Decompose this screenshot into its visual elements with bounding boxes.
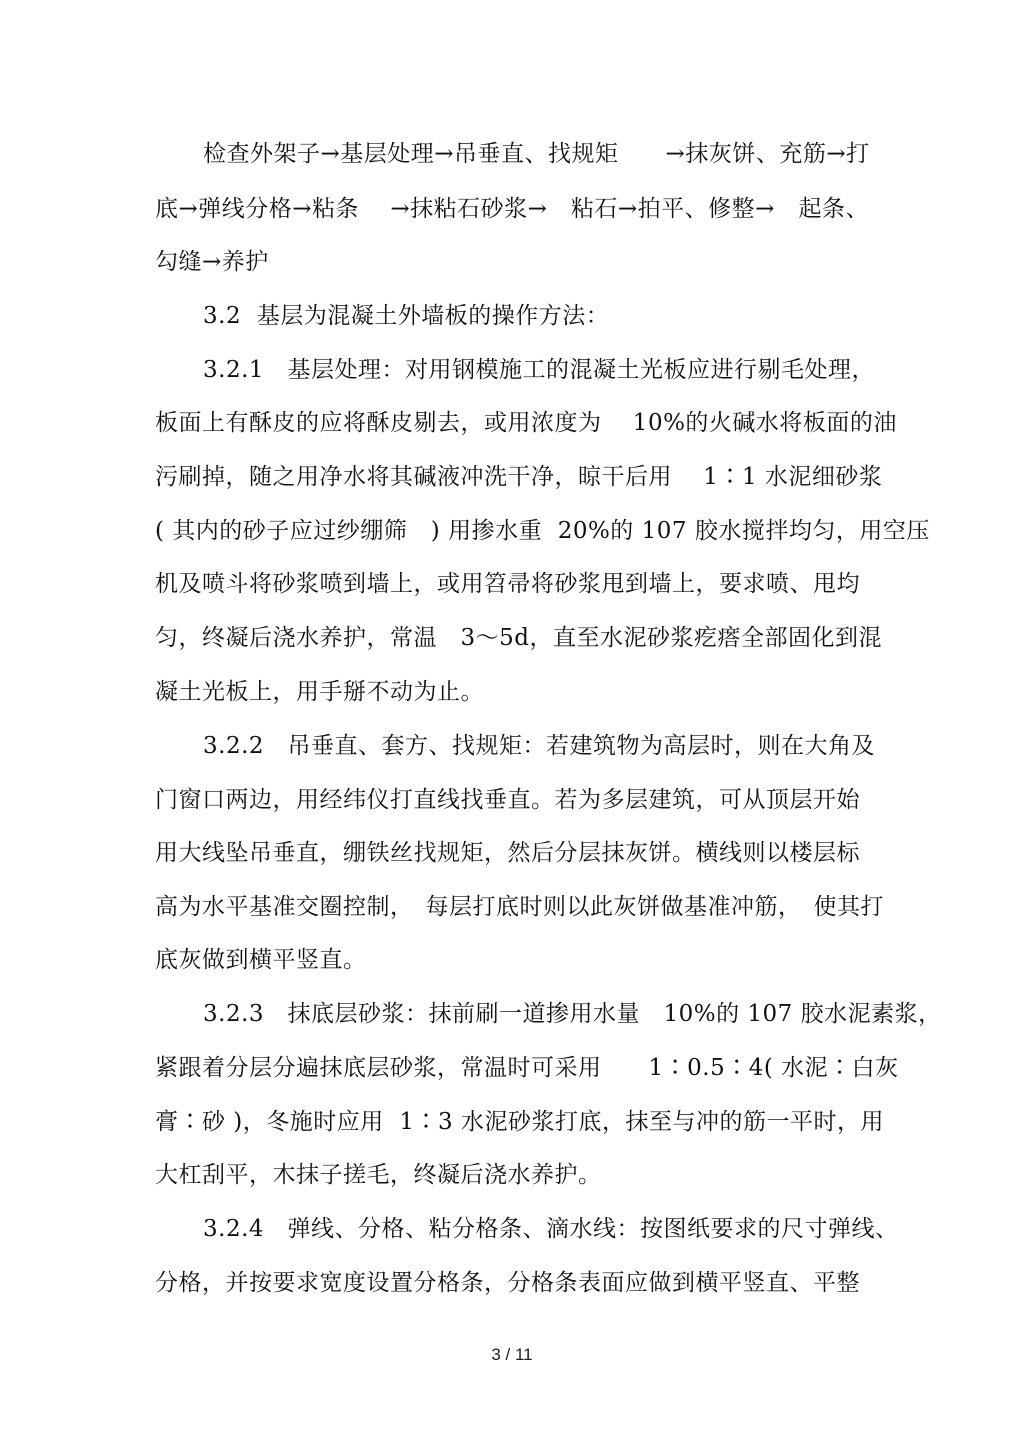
text-line-11: 凝土光板上，用手掰不动为止。 [155,679,484,705]
text-line-17: 3.2.3 抹底层砂浆：抹前刷一道掺用水量 10%的 107 胶水泥素浆， [203,1001,942,1027]
text-line-13: 门窗口两边，用经纬仪打直线找垂直。若为多层建筑，可从顶层开始 [155,787,860,813]
text-line-10: 匀，终凝后浇水养护，常温 3～5d，直至水泥砂浆疙瘩全部固化到混 [155,625,882,651]
text-line-1: 检查外架子→基层处理→吊垂直、找规矩 →抹灰饼、充筋→打 [203,141,870,167]
text-line-21: 3.2.4 弹线、分格、粘分格条、滴水线：按图纸要求的尺寸弹线、 [203,1216,899,1242]
text-line-18: 紧跟着分层分遍抹底层砂浆，常温时可采用 1∶0.5∶4( 水泥∶白灰 [155,1055,899,1081]
text-line-22: 分格，并按要求宽度设置分格条，分格条表面应做到横平竖直、平整 [155,1270,860,1296]
text-line-14: 用大线坠吊垂直，绷铁丝找规矩，然后分层抹灰饼。横线则以楼层标 [155,840,860,866]
text-line-5: 3.2.1 基层处理：对用钢模施工的混凝土光板应进行剔毛处理， [203,357,875,383]
text-line-12: 3.2.2 吊垂直、套方、找规矩：若建筑物为高层时，则在大角及 [203,733,875,759]
text-line-20: 大杠刮平，木抹子搓毛，终凝后浇水养护。 [155,1162,602,1188]
page-number: 3 / 11 [491,1345,533,1364]
text-line-3: 勾缝→养护 [155,249,269,275]
section-heading-3-2: 3.2 基层为混凝土外墙板的操作方法： [203,303,610,329]
text-line-15: 高为水平基准交圈控制， 每层打底时则以此灰饼做基准冲筋， 使其打 [155,894,884,920]
text-line-7: 污刷掉，随之用净水将其碱液冲洗干净，晾干后用 1∶1 水泥细砂浆 [155,464,883,490]
text-line-19: 膏∶砂 )，冬施时应用 1∶3 水泥砂浆打底，抹至与冲的筋一平时，用 [155,1109,884,1135]
text-line-9: 机及喷斗将砂浆喷到墙上，或用笤帚将砂浆甩到墙上，要求喷、甩均 [155,571,860,597]
text-line-2: 底→弹线分格→粘条 →抹粘石砂浆→ 粘石→拍平、修整→ 起条、 [155,196,869,222]
text-line-6: 板面上有酥皮的应将酥皮剔去，或用浓度为 10%的火碱水将板面的油 [155,410,897,436]
text-line-8: ( 其内的砂子应过纱绷筛 ) 用掺水重 20%的 107 胶水搅拌均匀，用空压 [155,518,930,544]
text-line-16: 底灰做到横平竖直。 [155,947,367,973]
